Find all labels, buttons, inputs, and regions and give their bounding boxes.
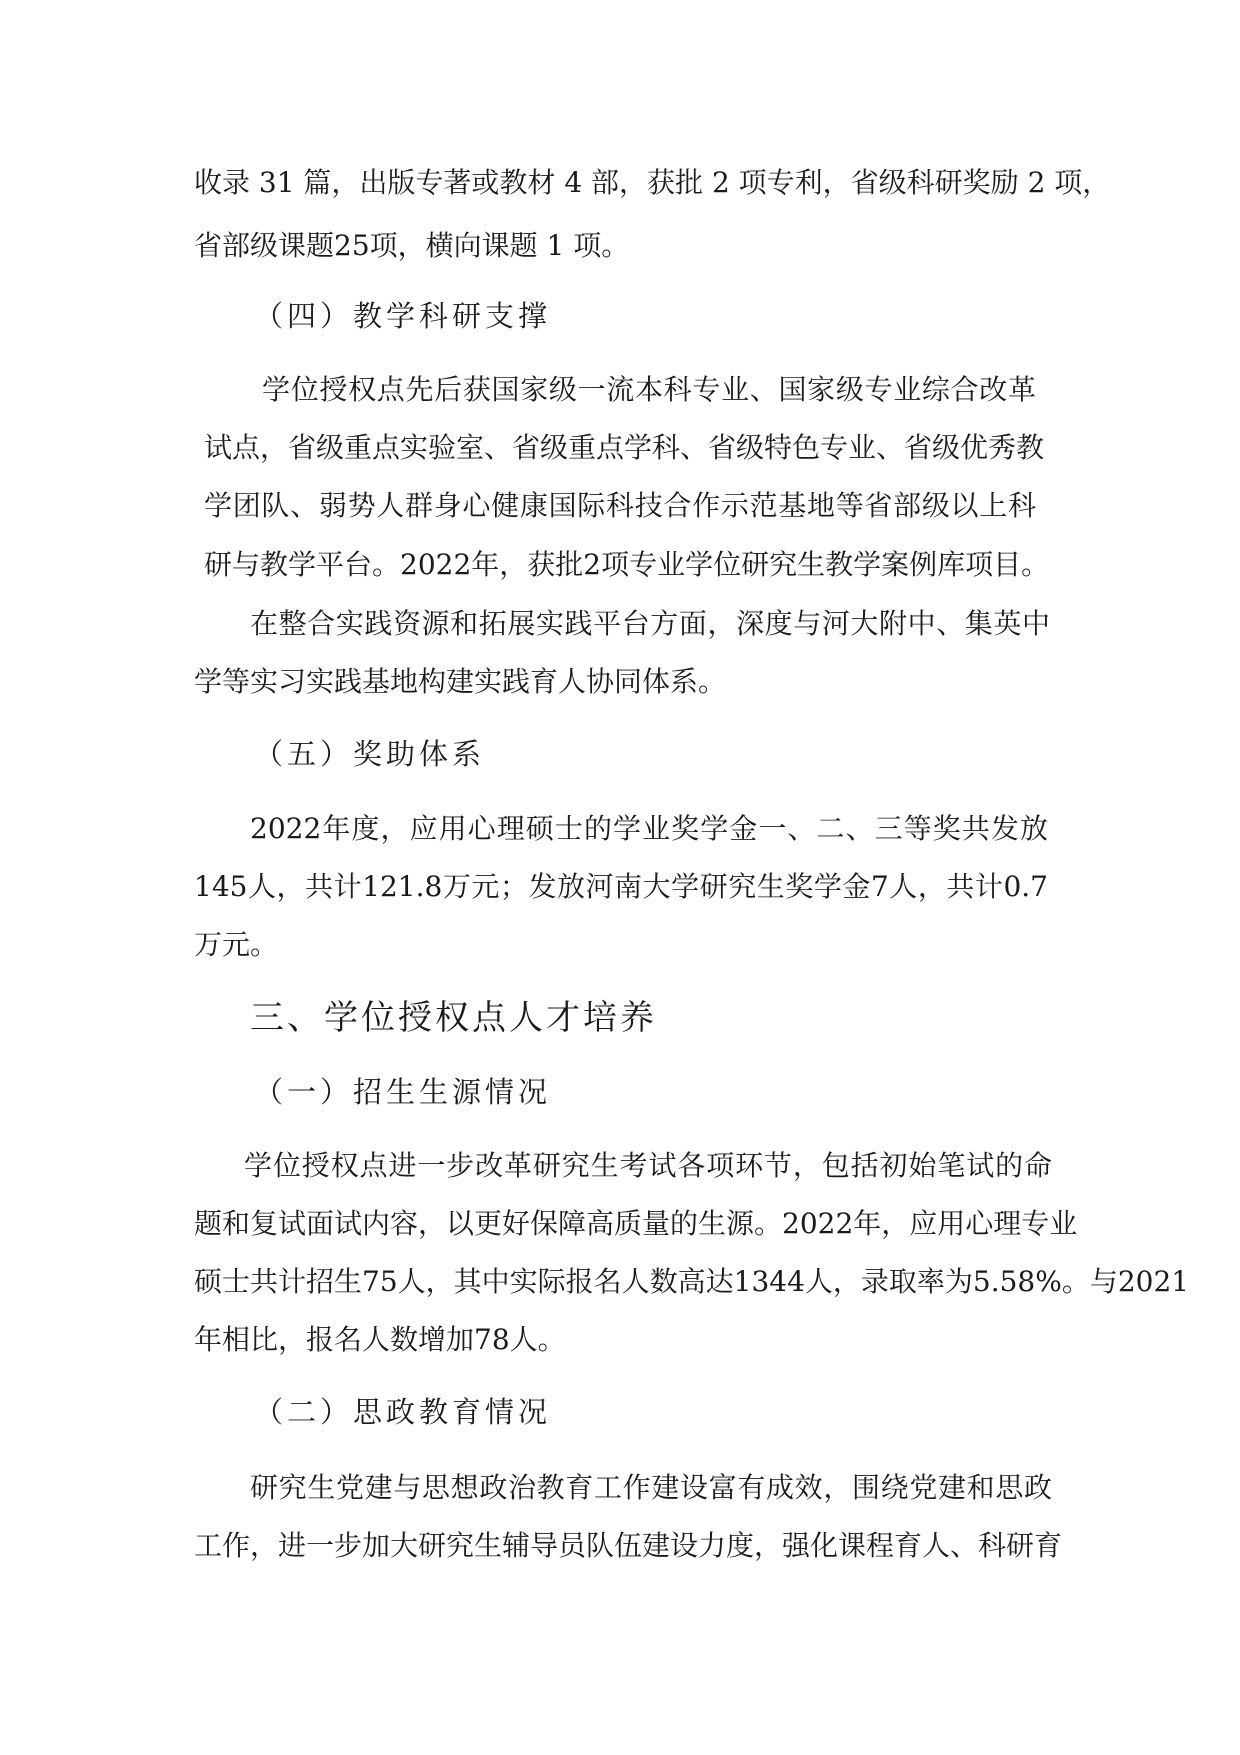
text-line: 题和复试面试内容，以更好保障高质量的生源。2022年，应用心理专业 (194, 1207, 1078, 1240)
text-line: 万元。 (194, 928, 279, 961)
text-line: 收录 31 篇，出版专著或教材 4 部，获批 2 项专利，省级科研奖励 2 项， (194, 166, 1111, 199)
text-line: 学团队、弱势人群身心健康国际科技合作示范基地等省部级以上科 (204, 489, 1036, 522)
text-line: 硕士共计招生75人，其中实际报名人数高达1344人，录取率为5.58%。与2021 (194, 1265, 1190, 1298)
text-line: 工作，进一步加大研究生辅导员队伍建设力度，强化课程育人、科研育 (194, 1529, 1063, 1562)
text-line: 研与教学平台。2022年，获批2项专业学位研究生教学案例库项目。 (204, 548, 1050, 581)
section-heading: （一）招生生源情况 (254, 1075, 552, 1109)
section-heading: （二）思政教育情况 (254, 1395, 552, 1429)
chapter-title: 三、学位授权点人才培养 (250, 998, 657, 1038)
section-heading: （四）教学科研支撑 (254, 299, 552, 333)
text-line: 在整合实践资源和拓展实践平台方面，深度与河大附中、集英中 (250, 607, 1050, 640)
text-line: 学等实习实践基地构建实践育人协同体系。 (194, 665, 727, 698)
text-line: 试点，省级重点实验室、省级重点学科、省级特色专业、省级优秀教 (204, 431, 1045, 464)
section-heading: （五）奖助体系 (254, 737, 486, 771)
text-line: 学位授权点先后获国家级一流本科专业、国家级专业综合改革 (262, 373, 1036, 406)
text-line: 省部级课题25项，横向课题 1 项。 (194, 229, 630, 262)
text-line: 年相比，报名人数增加78人。 (194, 1323, 566, 1356)
text-line: 2022年度，应用心理硕士的学业奖学金一、二、三等奖共发放 (250, 812, 1048, 845)
text-line: 研究生党建与思想政治教育工作建设富有成效，围绕党建和思政 (250, 1471, 1052, 1504)
text-line: 学位授权点进一步改革研究生考试各项环节，包括初始笔试的命 (244, 1149, 1052, 1182)
text-line: 145人，共计121.8万元；发放河南大学研究生奖学金7人，共计0.7 (194, 870, 1048, 903)
